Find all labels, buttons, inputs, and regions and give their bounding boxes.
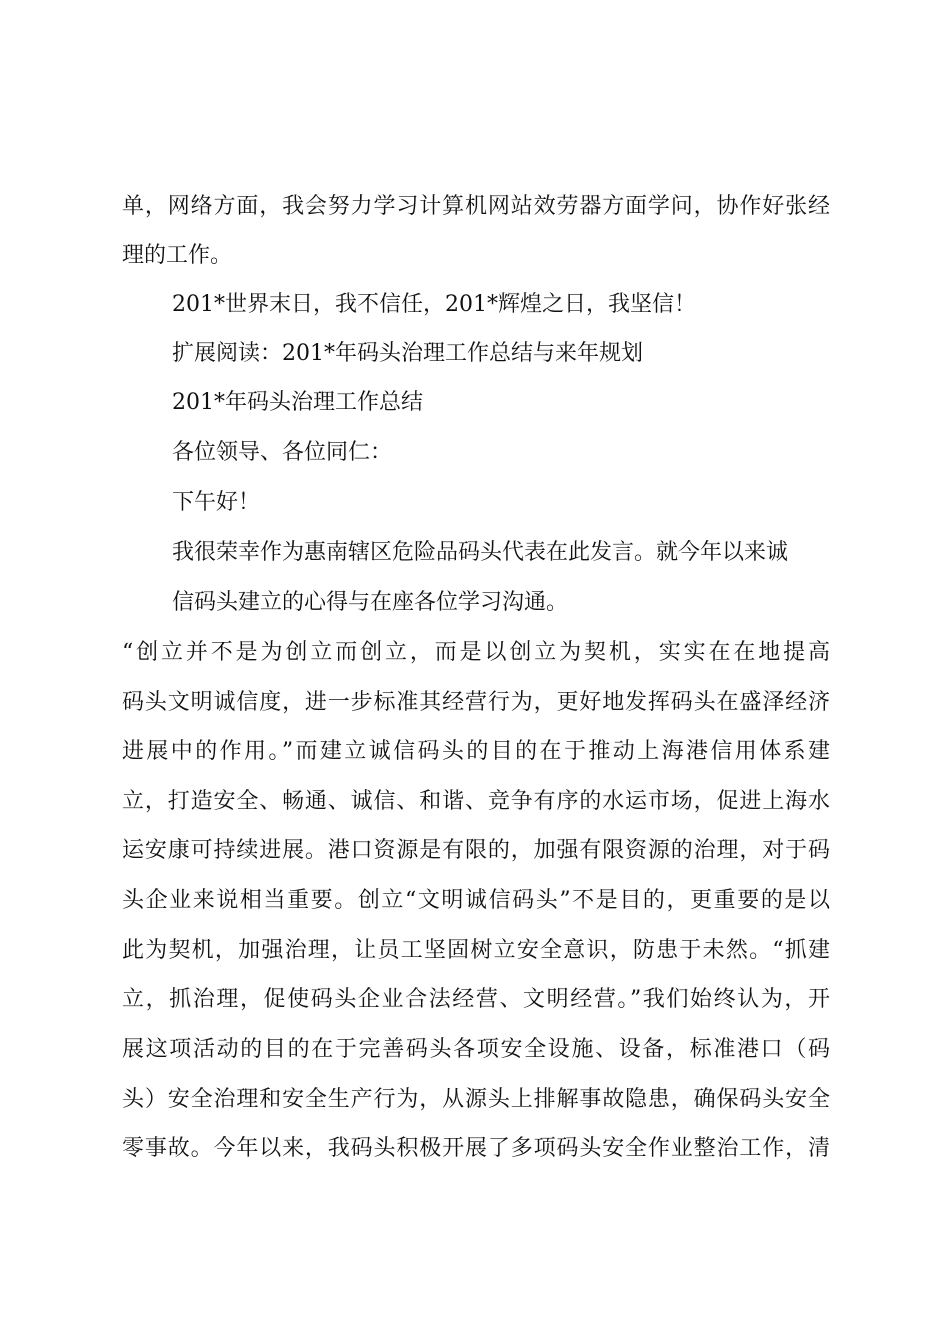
text-line-3: 201*世界末日，我不信任，201*辉煌之日，我坚信！ — [172, 292, 696, 317]
text-line-10: “创立并不是为创立而创立，而是以创立为契机，实实在在地提高 — [122, 640, 830, 665]
text-line-13: 立，打造安全、畅通、诚信、和谐、竞争有序的水运市场，促进上海水 — [122, 789, 830, 814]
text-line-4: 扩展阅读：201*年码头治理工作总结与来年规划 — [172, 341, 643, 366]
text-line-14: 运安康可持续进展。港口资源是有限的，加强有限资源的治理，对于码 — [122, 838, 830, 863]
text-line-7: 下午好！ — [172, 490, 261, 515]
text-line-20: 零事故。今年以来，我码头积极开展了多项码头安全作业整治工作，清 — [122, 1136, 830, 1161]
text-line-9: 信码头建立的心得与在座各位学习沟通。 — [172, 590, 569, 615]
text-line-1: 单，网络方面，我会努力学习计算机网站效劳器方面学问，协作好张经 — [122, 194, 830, 219]
text-line-15: 头企业来说相当重要。创立“文明诚信码头”不是目的，更重要的是以 — [122, 888, 830, 913]
text-line-5: 201*年码头治理工作总结 — [172, 390, 423, 415]
text-line-8: 我很荣幸作为惠南辖区危险品码头代表在此发言。就今年以来诚 — [172, 540, 789, 565]
text-line-6: 各位领导、各位同仁： — [172, 440, 393, 465]
text-line-16: 此为契机，加强治理，让员工坚固树立安全意识，防患于未然。“抓建 — [122, 938, 830, 963]
text-line-12: 进展中的作用。”而建立诚信码头的目的在于推动上海港信用体系建 — [122, 739, 830, 764]
text-line-11: 码头文明诚信度，进一步标准其经营行为，更好地发挥码头在盛泽经济 — [122, 690, 830, 715]
text-line-17: 立，抓治理，促使码头企业合法经营、文明经营。”我们始终认为，开 — [122, 987, 830, 1012]
text-line-18: 展这项活动的目的在于完善码头各项安全设施、设备，标准港口（码 — [122, 1037, 830, 1062]
text-line-2: 理的工作。 — [122, 243, 233, 268]
text-line-19: 头）安全治理和安全生产行为，从源头上排解事故隐患，确保码头安全 — [122, 1087, 830, 1112]
